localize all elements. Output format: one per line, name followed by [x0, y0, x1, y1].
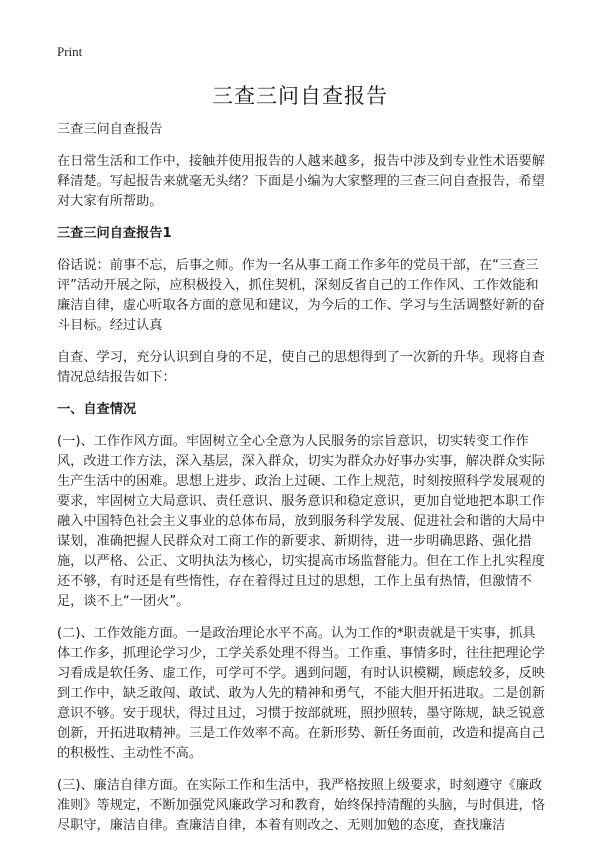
integrity-paragraph: (三)、廉洁自律方面。在实际工作和生活中，我严格按照上级要求，时刻遵守《廉政准则》等规定，不断加强党风廉政学习和教育，始终保持清醒的头脑，与时俱进，恪尽职守，廉洁自律。查廉洁自律，本着有则改之、无则加勉的态度，查找廉洁 [57, 778, 545, 833]
document-subtitle: 三查三问自查报告 [57, 122, 163, 137]
work-style-paragraph: (一)、工作作风方面。牢固树立全心全意为人民服务的宗旨意识，切实转变工作作风，改进工作方法，深入基层，深入群众，切实为群众办好事办实事，解决群众实际生产生活中的困难。思想上进步、政治上过硬、工作上规范，时刻按照科学发展观的要求，牢固树立大局意识、责任意识、服务意识和稳定意识，更加自觉地把本职工作融入中国特色社会主义事业的总体布局，放到服务科学发展、促进社会和谐的大局中谋划，准确把握人民群众对工商工作的新要求、新期待，进一步明确思路、强化措施，以严格、公正、文明执法为核心，切实提高市场监督能力。但在工作上扎实程度还不够，有时还是有些惰性，存在着得过且过的思想，工作上虽有热情，但激情不足，谈不上“一团火”。 [57, 434, 545, 609]
body-paragraph: 俗话说：前事不忘，后事之师。作为一名从事工商工作多年的党员干部，在“三查三评”活动开展之际，应积极投入，抓住契机，深刻反省自己的工作作风、工作效能和廉洁自律，虚心听取各方面的意见和建议，为今后的工作、学习与生活调整好新的奋斗目标。经过认真 [57, 258, 545, 333]
print-label: Print [57, 44, 83, 59]
document-body [57, 120, 547, 848]
document-title: 三查三问自查报告 [212, 84, 388, 108]
intro-paragraph: 在日常生活和工作中，接触并使用报告的人越来越多，报告中涉及到专业性术语要解释清楚。写起报告来就毫无头绪？下面是小编为大家整理的三查三问自查报告，希望对大家有所帮助。 [57, 154, 545, 209]
section-heading: 三查三问自查报告1 [57, 226, 172, 241]
work-efficiency-paragraph: (二)、工作效能方面。一是政治理论水平不高。认为工作的*职责就是干实事，抓具体工作多，抓理论学习少，工学关系处理不得当。工作重、事情多时，往往把理论学习看成是软任务、虚工作，可学可不学。遇到问题，有时认识模糊，顾虑较多，反映到工作中，缺乏敢闯、敢试、敢为人先的精神和勇气，不能大胆开拓进取。二是创新意识不够。安于现状，得过且过，习惯于按部就班，照抄照转，墨守陈规，缺乏锐意创新，开拓进取精神。三是工作效率不高。在新形势、新任务面前，改造和提高自己的积极性、主动性不高。 [57, 626, 545, 761]
body-paragraph: 自查、学习，充分认识到自身的不足，使自己的思想得到了一次新的升华。现将自查情况总结报告如下： [57, 350, 545, 385]
subsection-heading: 一、自查情况 [57, 402, 137, 417]
